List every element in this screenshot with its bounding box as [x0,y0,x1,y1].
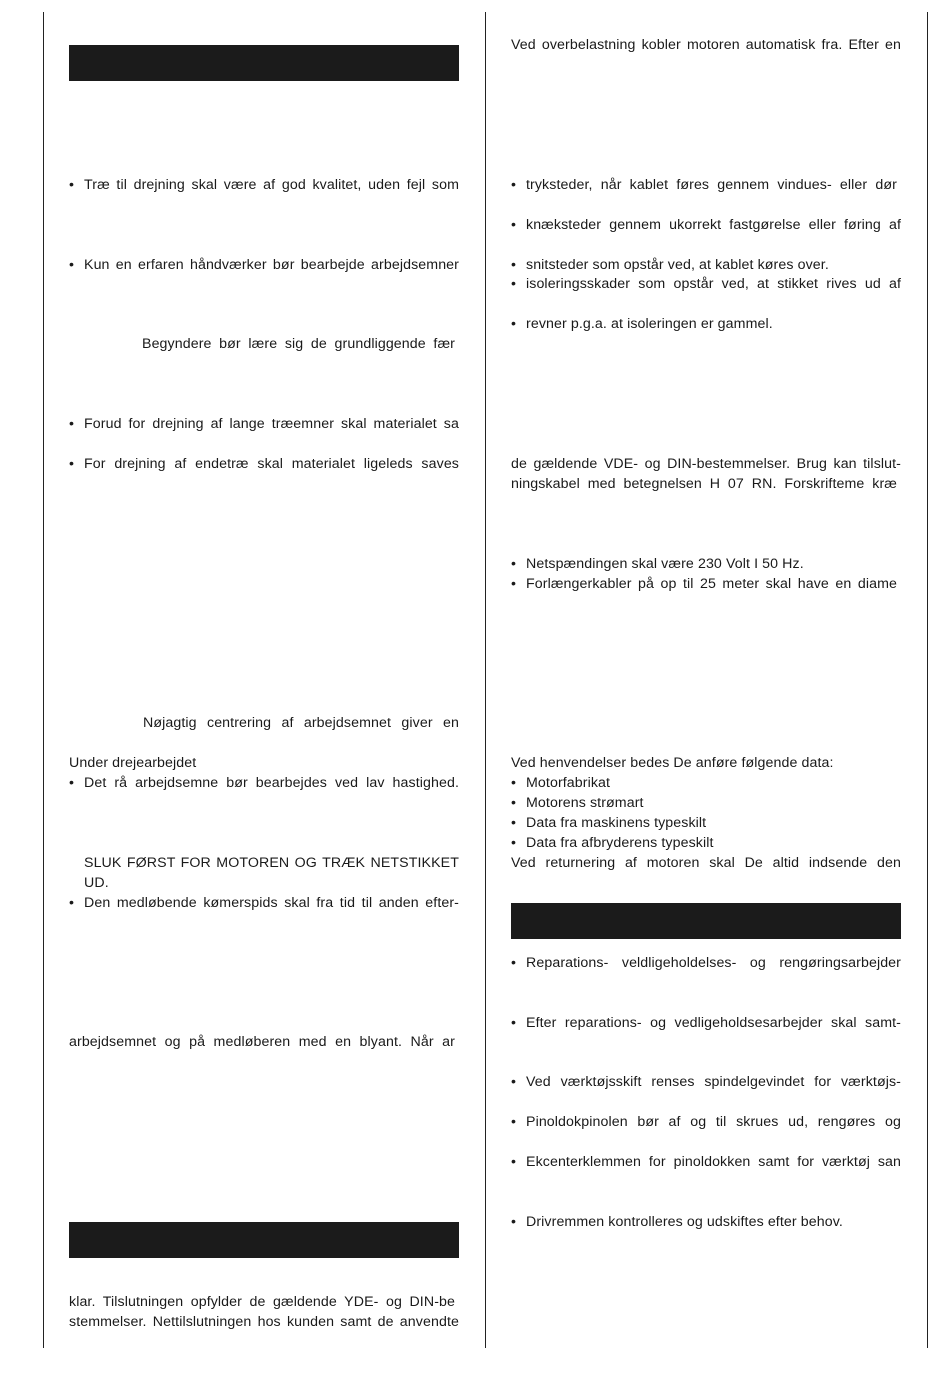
center-column-rule [485,12,486,1348]
bullet: • [511,177,517,193]
text-line: Efter reparations- og vedligeholdsesarbejder skal samt- [526,1015,901,1031]
bullet: • [511,1015,517,1031]
section-heading-bar-2 [69,1222,459,1258]
list-item [511,1072,901,1092]
text-line: Motorfabrikat [526,775,611,791]
text-line: Ved returnering af motoren skal De altid indsende den [511,855,901,871]
list-item [69,893,459,913]
list-item [69,255,459,275]
warning-text-line: UD. [84,875,109,891]
text-line: tryksteder, når kablet føres gennem vindues- eller dør [526,177,897,193]
list-item [511,833,901,853]
bullet: • [511,276,517,292]
bullet: • [511,576,517,592]
text-line: Ved overbelastning kobler motoren automatisk fra. Efter en [511,37,901,53]
list-item [511,793,901,813]
text-line: Forud for drejning af lange træemner skal materialet sa [84,416,459,432]
text-line: snitsteder som opstår ved, at kablet køres over. [526,257,829,273]
text-line: de gældende VDE- og DIN-bestemmelser. Brug kan tilslut- [511,456,901,472]
list-item [511,574,897,594]
section-heading-bar-1 [69,45,459,81]
bullet: • [511,1214,517,1230]
text-line: isoleringsskader som opstår ved, at stikket rives ud af [526,276,901,292]
text-line: Den medløbende kømerspids skal fra tid til anden efter- [84,895,459,911]
bullet: • [511,556,517,572]
list-item [511,1112,901,1132]
list-item [511,255,901,275]
text-line: Ved værktøjsskift renses spindelgevindet for værktøjs- [526,1074,901,1090]
text-line: Under drejearbejdet [69,755,197,771]
bullet: • [511,1114,517,1130]
section-heading-bar-3 [511,903,901,939]
text-line: Data fra afbryderens typeskilt [526,835,714,851]
warning-text-line: SLUK FØRST FOR MOTOREN OG TRÆK NETSTIKKET [84,855,459,871]
text-line: Drivremmen kontrolleres og udskiftes efter behov. [526,1214,843,1230]
left-margin-rule [43,12,44,1348]
right-margin-rule [927,12,928,1348]
text-line: Reparations- veldligeholdelses- og rengøringsarbejder [526,955,901,971]
text-line: Netspændingen skal være 230 Volt I 50 Hz. [526,556,804,572]
text-line: Nøjagtig centrering af arbejdsemnet giver en [143,715,459,731]
text-line: Kun en erfaren håndværker bør bearbejde arbejdsemner [84,257,459,273]
list-item [511,813,901,833]
list-item [69,454,459,474]
text-line: Forlængerkabler på op til 25 meter skal have en diame [526,576,897,592]
bullet: • [69,416,75,432]
list-item [511,175,897,195]
text-line: Pinoldokpinolen bør af og til skrues ud, rengøres og [526,1114,901,1130]
list-item [69,773,459,793]
bullet: • [511,955,517,971]
list-item [511,1013,901,1033]
text-line: Begyndere bør lære sig de grundliggende fær [142,336,455,352]
list-item [511,1212,901,1232]
list-item [69,175,459,195]
bullet: • [69,177,75,193]
bullet: • [511,217,517,233]
list-item [511,274,901,294]
list-item [511,314,901,334]
list-item [511,215,901,235]
bullet: • [511,795,517,811]
bullet: • [511,1154,517,1170]
text-line: Data fra maskinens typeskilt [526,815,707,831]
bullet: • [69,775,75,791]
bullet: • [511,316,517,332]
bullet: • [511,775,517,791]
text-line: ningskabel med betegnelsen H 07 RN. Forskrifteme kræ [511,476,897,492]
bullet: • [69,456,75,472]
text-line: Det rå arbejdsemne bør bearbejdes ved lav hastighed. [84,775,459,791]
text-line: Ekcenterklemmen for pinoldokken samt for værktøj san [526,1154,901,1170]
bullet: • [511,815,517,831]
text-line: revner p.g.a. at isoleringen er gammel. [526,316,773,332]
text-line: Træ til drejning skal være af god kvalitet, uden fejl som [84,177,459,193]
bullet: • [511,257,517,273]
bullet: • [511,835,517,851]
text-line: Motorens strømart [526,795,644,811]
bullet: • [69,895,75,911]
text-line: stemmelser. Nettilslutningen hos kunden samt de anvendte [69,1314,459,1330]
bullet: • [511,1074,517,1090]
text-line: Ved henvendelser bedes De anføre følgende data: [511,755,834,771]
text-line: For drejning af endetræ skal materialet ligeleds saves [84,456,459,472]
list-item [511,953,901,973]
list-item [511,554,901,574]
bullet: • [69,257,75,273]
list-item [511,773,901,793]
list-item [511,1152,901,1172]
text-line: arbejdsemnet og på medløberen med en blyant. Når ar [69,1034,455,1050]
list-item [69,414,459,434]
text-line: knæksteder gennem ukorrekt fastgørelse eller føring af [526,217,901,233]
text-line: klar. Tilslutningen opfylder de gældende YDE- og DIN-be [69,1294,455,1310]
